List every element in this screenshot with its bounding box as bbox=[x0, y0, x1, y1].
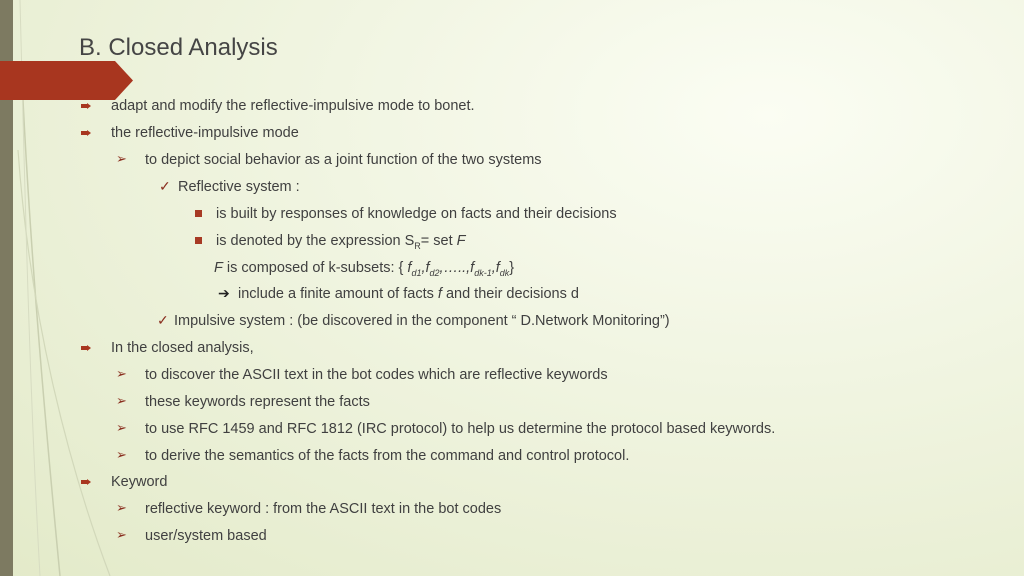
sub-bullet-text: is denoted by the expression $S_R=$ set F bbox=[216, 233, 466, 251]
sub-bullet-text: to discover the ASCII text in the bot codes which are reflective keywords bbox=[145, 367, 608, 383]
arrow-bullet-icon bbox=[81, 345, 91, 351]
formula-text: F is composed of k-subsets: { $f_{d1},f_{d2},\dots..,f_{dk-1},f_{dk}$} bbox=[214, 260, 515, 278]
sub-bullet-text: to depict social behavior as a joint function of the two systems bbox=[145, 152, 542, 168]
chevron-arrow-icon: ➢ bbox=[116, 527, 127, 542]
chevron-arrow-icon: ➢ bbox=[116, 500, 127, 515]
title-accent-shape bbox=[0, 61, 133, 100]
sub-bullet-text: is built by responses of knowledge on facts and their decisions bbox=[216, 206, 617, 222]
checkmark-icon: ✓ bbox=[159, 178, 171, 194]
arrow-bullet-icon bbox=[81, 479, 91, 485]
sub-bullet-text: user/system based bbox=[145, 528, 267, 544]
chevron-arrow-icon: ➢ bbox=[116, 151, 127, 166]
square-bullet-icon bbox=[195, 237, 202, 244]
bullet-text: In the closed analysis, bbox=[111, 340, 254, 356]
chevron-arrow-icon: ➢ bbox=[116, 393, 127, 408]
bullet-text: Keyword bbox=[111, 474, 168, 490]
slide-title: B. Closed Analysis bbox=[79, 34, 278, 61]
chevron-arrow-icon: ➢ bbox=[116, 366, 127, 381]
arrow-bullet-icon bbox=[81, 103, 91, 109]
chevron-arrow-icon: ➢ bbox=[116, 447, 127, 462]
arrow-bullet-icon bbox=[81, 130, 91, 136]
right-arrow-icon: ➔ bbox=[218, 285, 230, 301]
square-bullet-icon bbox=[195, 210, 202, 217]
sub-bullet-text: to derive the semantics of the facts from the command and control protocol. bbox=[145, 448, 630, 464]
chevron-arrow-icon: ➢ bbox=[116, 420, 127, 435]
sub-bullet-text: Impulsive system : (be discovered in the component “ D.Network Monitoring”) bbox=[174, 313, 670, 329]
sub-bullet-text: these keywords represent the facts bbox=[145, 394, 370, 410]
sub-bullet-text: include a finite amount of facts f and their decisions d bbox=[238, 286, 579, 302]
sub-bullet-text: to use RFC 1459 and RFC 1812 (IRC protocol) to help us determine the protocol based keywords. bbox=[145, 421, 776, 437]
checkmark-icon: ✓ bbox=[157, 312, 169, 328]
bullet-text: adapt and modify the reflective-impulsive mode to bonet. bbox=[111, 98, 475, 114]
bullet-text: the reflective-impulsive mode bbox=[111, 125, 299, 141]
sub-bullet-text: reflective keyword : from the ASCII text in the bot codes bbox=[145, 501, 502, 517]
sub-bullet-text: Reflective system : bbox=[178, 179, 300, 195]
